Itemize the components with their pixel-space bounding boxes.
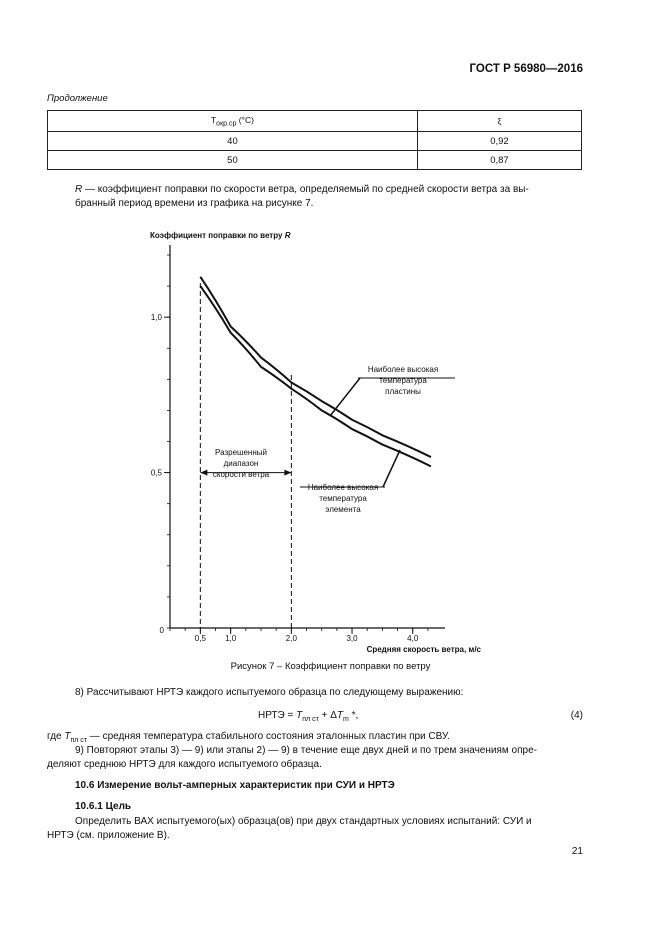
cell-temperature: 50 [48, 151, 418, 170]
goal-text [47, 815, 587, 843]
range-label-line: скорости ветра [212, 470, 270, 479]
goal-line2: НРТЭ (см. приложение В). [47, 830, 170, 841]
r-definition-line1: — коэффициент поправки по скорости ветра, определяемый по средней скорости ветра за вы- [82, 184, 529, 195]
page-number: 21 [571, 846, 583, 857]
where-text: — средняя температура стабильного состояния эталонных пластин при СВУ. [87, 731, 450, 742]
range-arrow-head-left [200, 470, 207, 476]
cell-label-line: температура [319, 494, 367, 503]
formula-tail: *, [348, 710, 359, 721]
cell-label-line: элемента [325, 505, 361, 514]
range-label-line: диапазон [223, 459, 259, 468]
formula-t2-sub: m [342, 716, 349, 723]
r-symbol: R [75, 184, 83, 195]
plate-label-line: Наиболее высокая [367, 365, 439, 374]
step-8-text: 8) Рассчитывают НРТЭ каждого испытуемого образца по следующему выражению: [75, 687, 464, 698]
x-axis-title: Средняя скорость ветра, м/с [366, 645, 481, 654]
y-axis-title-symbol: R [284, 231, 291, 240]
where-symbol: T [64, 731, 71, 742]
temp-symbol: T [210, 114, 217, 125]
y-axis-title: Коэффициент поправки по ветру R [150, 231, 291, 240]
x-tick-label: 4,0 [407, 634, 419, 643]
section-10-6-1-heading: 10.6.1 Цель [75, 801, 132, 812]
formula-t2: T [336, 710, 343, 721]
y-tick-label: 0,5 [150, 468, 162, 478]
x-tick-label: 3,0 [346, 634, 358, 643]
step-9-text [47, 744, 587, 772]
step-9-line1: 9) Повторяют этапы 3) — 9) или этапы 2) — 9) в течение еще двух дней и по трем значениям опре- [75, 745, 537, 756]
chart-axes [150, 231, 482, 654]
range-label-line: Разрешенный [215, 448, 267, 457]
cell-temperature: 40 [48, 132, 418, 151]
cell-leader-line [383, 450, 400, 487]
x-tick-label: 2,0 [285, 634, 297, 643]
cell-xi: 0,92 [417, 132, 581, 151]
plate-leader-line [330, 378, 360, 416]
cell-label-line: Наиболее высокая [307, 483, 379, 492]
section-10-6-heading: 10.6 Измерение вольт-амперных характеристик при СУИ и НРТЭ [75, 780, 395, 791]
continuation-label: Продолжение [47, 93, 108, 104]
r-definition-line2: бранный период времени из графика на рисунке 7. [75, 198, 314, 209]
temp-subscript: окр.ср [216, 120, 237, 128]
formula [258, 709, 358, 727]
formula-lhs: НРТЭ = [258, 710, 297, 721]
where-prefix: где [47, 731, 65, 742]
plate-label-line: пластины [385, 387, 421, 396]
figure-caption: Рисунок 7 – Коэффициент поправки по ветру [230, 661, 431, 672]
formula-delta: Δ [330, 710, 337, 721]
goal-line1: Определить ВАХ испытуемого(ых) образца(ов) при двух стандартных условиях испытаний: СУИ и [75, 816, 532, 827]
chart-marks [200, 277, 455, 628]
plate-label-line: температура [379, 376, 427, 385]
formula-number: (4) [570, 710, 583, 721]
x-tick-label: 1,0 [225, 634, 237, 643]
y-tick-label: 1,0 [150, 313, 162, 323]
standard-header: ГОСТ Р 56980—2016 [469, 63, 583, 75]
temp-unit: (°С) [236, 114, 254, 125]
where-subscript: пл ст [70, 737, 88, 744]
range-arrow-head-right [284, 470, 291, 476]
cell-xi: 0,87 [417, 151, 581, 170]
formula-t1-sub: пл ст [302, 716, 319, 723]
formula-plus: + [318, 710, 331, 721]
col-xi-header: ξ [417, 111, 581, 132]
origin-label: 0 [159, 626, 164, 635]
formula-t1: T [296, 710, 303, 721]
step-9-line2: деляют среднюю НРТЭ для каждого испытуемого образца. [47, 759, 322, 770]
x-tick-label: 0,5 [194, 634, 206, 643]
